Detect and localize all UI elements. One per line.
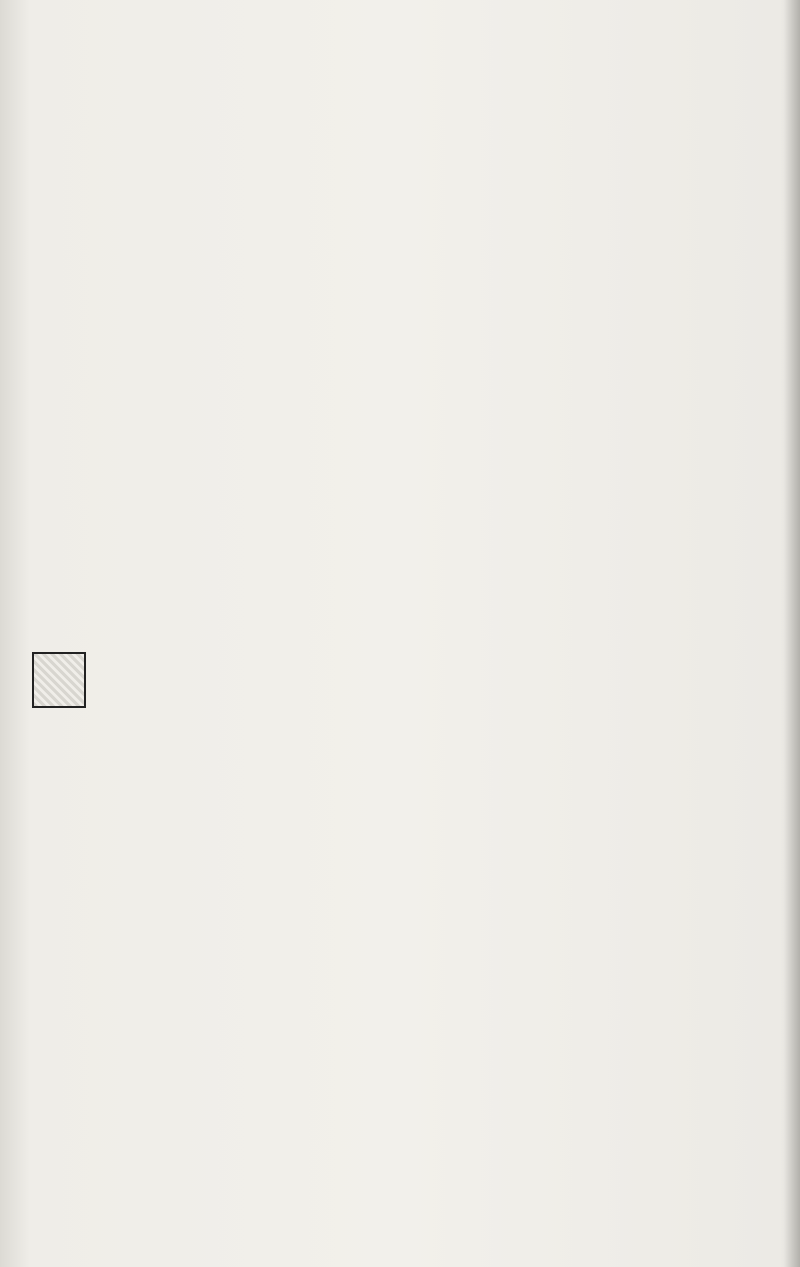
- drop-cap-initial: [32, 652, 86, 708]
- page-edge-shadow: [784, 0, 800, 1267]
